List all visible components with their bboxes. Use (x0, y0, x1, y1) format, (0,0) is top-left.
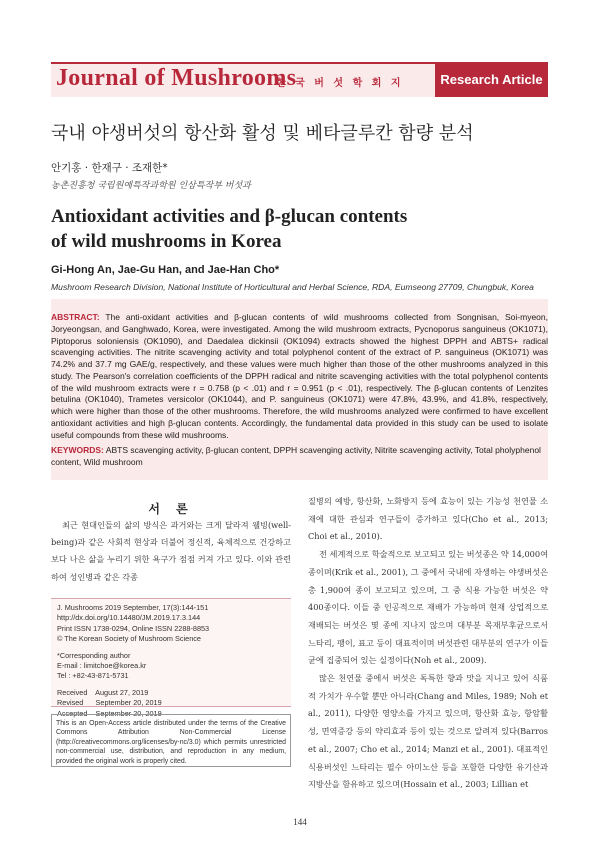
english-title (51, 204, 551, 254)
english-authors: Gi-Hong An, Jae-Gu Han, and Jae-Han Cho* (51, 264, 280, 276)
copyright: © The Korean Society of Mushroom Science (57, 634, 201, 644)
right-column-text (308, 493, 548, 794)
article-type-badge: Research Article (435, 62, 548, 97)
telephone: Tel : +82-43-871-5731 (57, 671, 129, 681)
issn: Print ISSN 1738-0294, Online ISSN 2288-8853 (57, 623, 210, 633)
english-title-line-1: Antioxidant activities and β-glucan contents (51, 206, 408, 227)
intro-paragraph-1: 최근 현대인들의 삶의 방식은 과거와는 크게 달라져 웰빙(well-being)과 같은 사회적 현상과 더불어 정신적, 육체적으로 건강하고 보다 나은 삶을 누리기 위한 욕구가 점점 커져 가고 있다. 이와 관련하여 성인병과 같은 각종 (51, 520, 291, 582)
keywords (51, 445, 548, 469)
english-title-line-2: of wild mushrooms in Korea (51, 231, 282, 252)
keywords-text: ABTS scavenging activity, β-glucan content, DPPH scavenging activity, Nitrite scavenging activity, Total pholyphenol content, Wild mushroom (51, 445, 541, 467)
accepted-date: Accepted September 20, 2019 (57, 708, 162, 718)
english-affiliation: Mushroom Research Division, National Institute of Horticultural and Herbal Science, RDA, Eumseong 27709, Chungbuk, Korea (51, 282, 534, 292)
doi-link[interactable]: http://dx.doi.org/10.14480/JM.2019.17.3.144 (57, 613, 201, 623)
intro-paragraph-2: 전 세계적으로 학술적으로 보고되고 있는 버섯종은 약 14,000여 종이며(Krik et al., 2001), 그 중에서 국내에 자생하는 야생버섯은 총 1,900여 종이 보고되고 있으며, 그 중 식용 가능한 버섯은 약 400종이다. 이들 중 인공적으로 재배가 가능하며 현재 상업적으로 재배되는 버섯은 몇 종에 지나지 않으며 대부분 목재부후균으로서 느타리, 팽이, 표고 등이 대표적이며 버섯관련 대부분의 연구가 이들 균에 집중되어 있는 실정이다(Noh et al., 2009). (308, 549, 548, 666)
intro-paragraph-3: 많은 천연물 중에서 버섯은 독특한 향과 맛을 지니고 있어 식품적 가치가 우수할 뿐만 아니라(Chang and Miles, 1989; Noh et al., 2011), 다양한 영양소를 가지고 있으며, 항산화 효능, 항암활성, 면역증강 등의 약리효과 등이 있는 것으로 알려져 있다(Barros et al., 2007; Cho et al., 2014; Manzi et al., 2001). 대표적인 식용버섯인 느타리는 필수 아미노산 등을 포함한 다양한 유기산과 지방산을 함유하고 있으며(Hossain et al., 2003; Lillian et (308, 673, 548, 790)
abstract (51, 312, 548, 441)
abstract-text: The anti-oxidant activities and β-glucan contents of wild mushrooms collected from Songnisan, Soi-myeon, Joryeongsan, and Ganghwado, Korea, were investigated. Among the wild mushroom extracts, Pycnoporus sanguineus (OK1071), Piptoporus soloniensis (OK1090), and Daedalea dickinsii (OK1094) extracts showed the highest DPPH and ABTS+ radical scavenging activities. The nitrite scavenging activity and total polyphenol content of the extract of P. sanguineus (OK1071) was 74.2% and 37.7 mg GAE/g, respectively, and these values were much higher than those of the other mushrooms analyzed in this study. The Pearson's correlation coefficients of the DPPH radical and nitrite scavenging activities with the total polyphenol contents of the wild mushroom extracts were r = 0.758 (p < .01) and r = 0.951 (p < .01), respectively. The β-glucan contents of Lenzites betulina (OK1040), Trametes versicolor (OK1044), and P. sanguineus (OK1071) were 47.8%, 43.9%, and 41.8%, respectively, which were higher than those of the other mushrooms. Therefore, the wild mushrooms analyzed were confirmed to have excellent antioxidant activities and high β-glucan contents. Accordingly, the fundamental data provided in this study can be used to isolate useful compounds from these wild mushrooms. (51, 312, 548, 440)
korean-title: 국내 야생버섯의 항산화 활성 및 베타글루칸 함량 분석 (51, 123, 474, 144)
email[interactable]: E-mail : limitchoe@korea.kr (57, 661, 147, 671)
abstract-label: ABSTRACT: (51, 312, 100, 322)
left-column-text (51, 517, 291, 586)
citation: J. Mushrooms 2019 September, 17(3):144-151 (57, 603, 209, 612)
korean-affiliation: 농촌진흥청 국립원예특작과학원 인삼특작부 버섯과 (51, 181, 251, 191)
journal-title: Journal of Mushrooms (56, 65, 297, 91)
license-text: This is an Open-Access article distributed under the terms of the Creative Commons Attribution Non-Commercial License (http://creativecommons.org/licenses/by-nc/3.0) which permits unrestricted non-commercial use, distribution, and reproduction in any medium, provided the original work is properly cited. (56, 720, 286, 765)
revised-date: Revised September 20, 2019 (57, 698, 162, 708)
korean-authors: 안기홍 · 한재구 · 조재한* (51, 162, 168, 174)
intro-paragraph-cont: 질병의 예방, 항산화, 노화방지 등에 효능이 있는 기능성 천연물 소재에 대한 관심과 연구들이 증가하고 있다(Cho et al., 2013; Choi et al., 2010). (308, 496, 548, 542)
article-info (57, 603, 289, 719)
section-heading-introduction: 서 론 (148, 502, 194, 516)
keywords-label: KEYWORDS: (51, 445, 104, 455)
corresponding-author-label: *Corresponding author (57, 650, 131, 660)
page-number: 144 (293, 817, 307, 827)
received-date: Received August 27, 2019 (57, 687, 149, 697)
journal-korean-title: 한 국 버 섯 학 회 지 (276, 78, 404, 89)
